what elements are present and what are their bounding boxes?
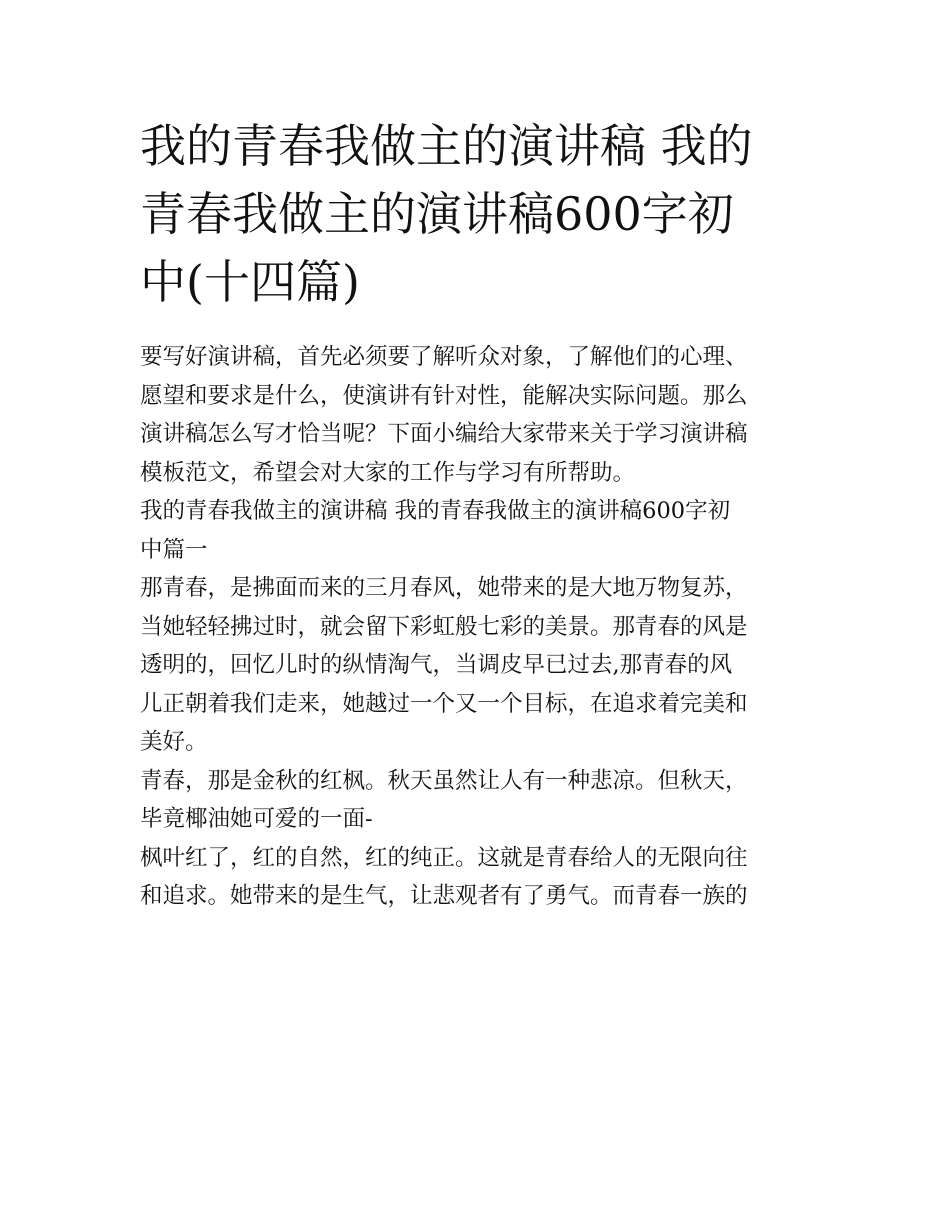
- title-line: 我的青春我做主的演讲稿 我的: [140, 119, 753, 173]
- body-paragraph: [140, 569, 820, 762]
- text-line: 儿正朝着我们走来，她越过一个又一个目标，在追求着完美和: [140, 690, 748, 717]
- document-title: [140, 112, 820, 316]
- document-page: [140, 112, 820, 916]
- text-line: 中篇一: [140, 536, 208, 563]
- text-line: 美好。: [140, 729, 208, 755]
- text-line: 要写好演讲稿，首先必须要了解听众对象，了解他们的心理、: [140, 344, 748, 370]
- text-line: 和追求。她带来的是生气，让悲观者有了勇气。而青春一族的: [140, 883, 748, 909]
- text-line: 青春，那是金秋的红枫。秋天虽然让人有一种悲凉。但秋天，: [140, 767, 748, 794]
- text-line: 愿望和要求是什么，使演讲有针对性，能解决实际问题。那么: [140, 382, 748, 409]
- title-line: 中(十四篇): [140, 255, 360, 309]
- text-line: 模板范文，希望会对大家的工作与学习有所帮助。: [140, 459, 636, 486]
- body-paragraph: [140, 762, 820, 839]
- text-line: 毕竟椰油她可爱的一面-: [140, 806, 373, 832]
- text-line: 当她轻轻拂过时，就会留下彩虹般七彩的美景。那青春的风是: [140, 613, 748, 640]
- text-line: 透明的，回忆儿时的纵情淘气，当调皮早已过去,那青春的风: [140, 652, 733, 678]
- text-line: 那青春，是拂面而来的三月春风，她带来的是大地万物复苏，: [140, 575, 748, 601]
- text-line: 枫叶红了，红的自然，红的纯正。这就是青春给人的无限向往: [140, 844, 748, 871]
- section-heading: [140, 492, 820, 569]
- body-paragraph: [140, 839, 820, 916]
- intro-paragraph: [140, 338, 820, 492]
- title-line: 青春我做主的演讲稿600字初: [140, 187, 734, 241]
- document-body: [140, 338, 820, 916]
- text-line: 我的青春我做主的演讲稿 我的青春我做主的演讲稿600字初: [140, 498, 731, 524]
- text-line: 演讲稿怎么写才恰当呢？下面小编给大家带来关于学习演讲稿: [140, 421, 748, 447]
